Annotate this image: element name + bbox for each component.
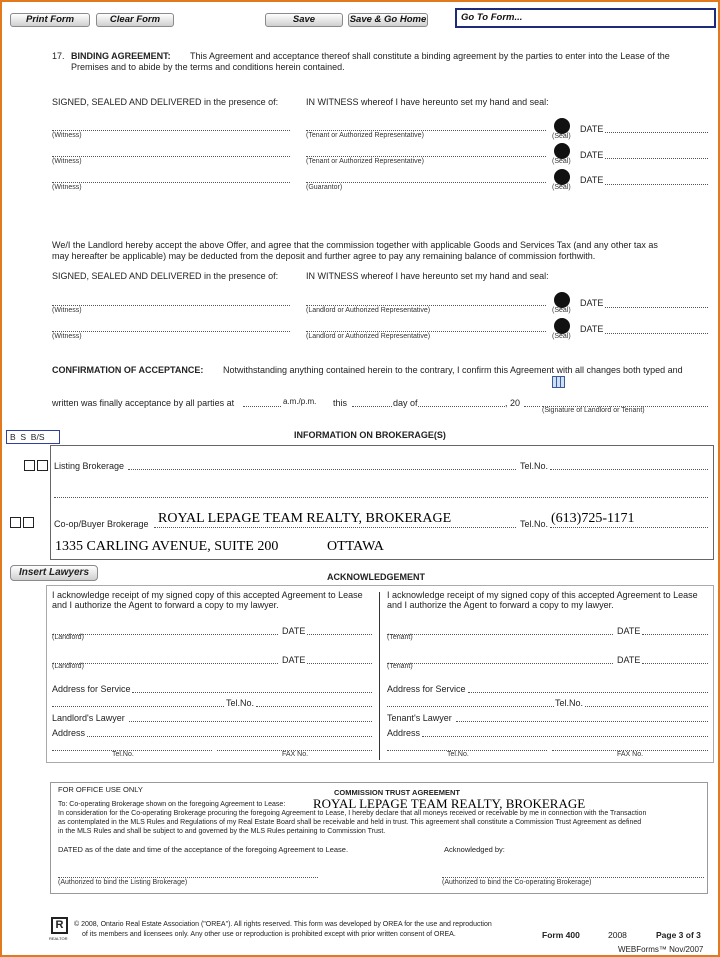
landlord-rep-label-1: (Landlord or Authorized Representative) (306, 307, 431, 314)
seal-label: (Seal) (552, 133, 571, 140)
listing-s-checkbox[interactable] (37, 460, 48, 471)
confirmation-text: Notwithstanding anything contained herein to the contrary, I confirm this Agreement with all changes both typed and (223, 365, 683, 375)
tenant-sign-1[interactable] (387, 634, 613, 635)
tenant-tel-label: Tel.No. (555, 698, 584, 708)
this-label: this (333, 398, 348, 408)
day-field[interactable] (352, 406, 392, 407)
brokerage-heading: INFORMATION ON BROKERAGE(S) (294, 430, 446, 440)
seal-icon (554, 169, 570, 185)
save-button[interactable]: Save (265, 13, 343, 27)
witness-line-3[interactable] (52, 182, 290, 183)
witness-line-2[interactable] (52, 156, 290, 157)
tenants-lawyer-label: Tenant's Lawyer (387, 713, 452, 723)
witness-line-5[interactable] (52, 331, 290, 332)
ampm-label: a.m./p.m. (283, 397, 317, 406)
in-witness-label: IN WITNESS whereof I have hereunto set my hand and seal: (306, 271, 549, 281)
tenant-label-2: (Tenant) (387, 663, 413, 670)
tenant-date-1[interactable] (642, 634, 708, 635)
page-number: Page 3 of 3 (656, 930, 701, 940)
coop-brokerage-label: Co-op/Buyer Brokerage (54, 519, 149, 529)
coop-brokerage-name[interactable]: ROYAL LEPAGE TEAM REALTY, BROKERAGE (158, 511, 452, 526)
date-line-3[interactable] (605, 184, 708, 185)
tenant-sign-line-2[interactable] (306, 156, 546, 157)
witness-line-4[interactable] (52, 305, 290, 306)
witness-label-5: (Witness) (52, 333, 82, 340)
year-field[interactable] (524, 406, 540, 407)
listing-auth-sign-line[interactable] (58, 877, 318, 878)
tenant-label-1: (Tenant) (387, 634, 413, 641)
date-line-5[interactable] (605, 333, 708, 334)
realtor-logo: R (51, 917, 68, 934)
copyright-line-1: © 2008, Ontario Real Estate Association ("OREA"). All rights reserved. This form was developed by OREA for the use and reproduction (74, 921, 492, 928)
tenant-ack-text-2: and I authorize the Agent to forward a copy to my lawyer. (387, 600, 614, 610)
office-use-label: FOR OFFICE USE ONLY (58, 785, 143, 794)
seal-label: (Seal) (552, 333, 571, 340)
listing-b-checkbox[interactable] (24, 460, 35, 471)
date-line-2[interactable] (605, 158, 708, 159)
landlord-accept-text-1: We/I the Landlord hereby accept the above Offer, and agree that the commission together with applicable Goods and Services Tax (and any other tax as (52, 240, 658, 250)
binding-text-1: This Agreement and acceptance thereof shall constitute a binding agreement by the parties to enter into the Lease of the (190, 51, 670, 61)
date-label: DATE (580, 175, 604, 185)
tenant-label-1: (Tenant or Authorized Representative) (306, 132, 424, 139)
date-label: DATE (617, 655, 641, 665)
save-go-home-button[interactable]: Save & Go Home (349, 14, 427, 25)
coop-city[interactable]: OTTAWA (327, 539, 384, 554)
witness-label-1: (Witness) (52, 132, 82, 139)
landlords-lawyer-field[interactable] (129, 721, 372, 722)
landlord-lawyer-tel-label: Tel.No. (112, 751, 134, 758)
listing-auth-label: (Authorized to bind the Listing Brokerage) (58, 879, 188, 886)
confirmation-text-2: written was finally acceptance by all parties at (52, 398, 235, 408)
tenant-label-2: (Tenant or Authorized Representative) (306, 158, 424, 165)
landlord-date-2[interactable] (307, 663, 372, 664)
coop-brokerage-field (154, 527, 516, 528)
time-field[interactable] (243, 406, 281, 407)
landlord-date-1[interactable] (307, 634, 372, 635)
listing-brokerage-field[interactable] (128, 469, 516, 470)
commission-to-value[interactable]: ROYAL LEPAGE TEAM REALTY, BROKERAGE (313, 796, 586, 811)
landlord-tel-field[interactable] (256, 706, 372, 707)
seal-icon (554, 118, 570, 134)
signed-sealed-label: SIGNED, SEALED AND DELIVERED in the presence of: (52, 271, 279, 281)
tenant-lawyer-tel-label: Tel.No. (447, 751, 469, 758)
landlord-sign-2[interactable] (52, 663, 278, 664)
binding-text-2: Premises and to abide by the terms and conditions herein contained. (71, 62, 345, 72)
clear-form-button[interactable]: Clear Form (96, 13, 174, 27)
landlord-ack-text-1: I acknowledge receipt of my signed copy of this accepted Agreement to Lease (52, 590, 363, 600)
landlord-ack-text-2: and I authorize the Agent to forward a copy to my lawyer. (52, 600, 279, 610)
commission-text-3: in the MLS Rules and shall be subject to and governed by the MLS Rules pertaining to Commission Trust. (58, 828, 386, 835)
print-form-button[interactable]: Print Form (10, 13, 90, 27)
landlord-lawyer-fax-label: FAX No. (282, 751, 309, 758)
landlord-rep-label-2: (Landlord or Authorized Representative) (306, 333, 431, 340)
coop-b-checkbox[interactable] (10, 517, 21, 528)
listing-brokerage-label: Listing Brokerage (54, 461, 125, 471)
signature-label: (Signature of Landlord or Tenant) (542, 407, 645, 414)
witness-line-1[interactable] (52, 130, 290, 131)
witness-label-2: (Witness) (52, 158, 82, 165)
seal-label: (Seal) (552, 307, 571, 314)
landlord-accept-text-2: may hereafter be applicable) may be deducted from the deposit and further agree to pay any remaining balance of commission forthwith. (52, 251, 596, 261)
landlord-sign-1[interactable] (52, 634, 278, 635)
guarantor-sign-line[interactable] (306, 182, 546, 183)
tenant-address-service-field-2[interactable] (387, 706, 554, 707)
commission-to-label: To: Co-operating Brokerage shown on the foregoing Agreement to Lease: (58, 801, 286, 808)
tenant-lawyer-fax-label: FAX No. (617, 751, 644, 758)
listing-address-field[interactable] (54, 497, 708, 498)
section-number: 17. (52, 51, 65, 61)
landlord-label-1: (Landlord) (52, 634, 84, 641)
date-label: DATE (282, 655, 306, 665)
date-label: DATE (580, 298, 604, 308)
landlords-lawyer-label: Landlord's Lawyer (52, 713, 125, 723)
date-label: DATE (617, 626, 641, 636)
landlord-sign-line-1[interactable] (306, 305, 546, 306)
landlord-tel-label: Tel.No. (226, 698, 255, 708)
date-label: DATE (580, 150, 604, 160)
landlord-sign-line-2[interactable] (306, 331, 546, 332)
tenant-address-service-label: Address for Service (387, 684, 466, 694)
coop-s-checkbox[interactable] (23, 517, 34, 528)
coop-address[interactable]: 1335 CARLING AVENUE, SUITE 200 (55, 539, 279, 554)
date-line-1[interactable] (605, 132, 708, 133)
landlord-lawyer-address-field[interactable] (87, 736, 372, 737)
landlord-lawyer-address-label: Address (52, 728, 86, 738)
bs-label-box: B S B/S (6, 430, 60, 444)
copyright-line-2: of its members and licensees only. Any other use or reproduction is prohibited except with prior written consent of OREA. (82, 931, 456, 938)
commission-text-2: as contemplated in the MLS Rules and Regulations of my Real Estate Board shall be receivable and held in trust. This agreement shall constitute a Commission Trust Agreement as defined (58, 819, 642, 826)
tenant-date-2[interactable] (642, 663, 708, 664)
witness-label-3: (Witness) (52, 184, 82, 191)
coop-auth-label: (Authorized to bind the Co-operating Brokerage) (442, 879, 592, 886)
signed-sealed-label: SIGNED, SEALED AND DELIVERED in the presence of: (52, 97, 279, 107)
go-to-form-select[interactable]: Go To Form... (455, 8, 716, 28)
webforms-label: WEBForms™ Nov/2007 (618, 945, 704, 954)
landlord-address-service-field[interactable] (132, 692, 372, 693)
guarantor-label: (Guarantor) (306, 184, 343, 191)
date-label: DATE (580, 324, 604, 334)
witness-label-4: (Witness) (52, 307, 82, 314)
tenant-sign-2[interactable] (387, 663, 613, 664)
listing-tel-label: Tel.No. (520, 461, 549, 471)
tenant-ack-text-1: I acknowledge receipt of my signed copy of this accepted Agreement to Lease (387, 590, 698, 600)
date-label: DATE (282, 626, 306, 636)
coop-tel-field (550, 527, 708, 528)
date-label: DATE (580, 124, 604, 134)
insert-lawyers-button[interactable]: Insert Lawyers (10, 565, 98, 581)
seal-icon (554, 292, 570, 308)
month-field[interactable] (418, 406, 505, 407)
coop-tel-value[interactable]: (613)725-1171 (551, 511, 635, 526)
landlord-label-2: (Landlord) (52, 663, 84, 670)
listing-tel-field[interactable] (550, 469, 708, 470)
landlord-address-service-label: Address for Service (52, 684, 131, 694)
in-witness-label: IN WITNESS whereof I have hereunto set my hand and seal: (306, 97, 549, 107)
date-line-4[interactable] (605, 307, 708, 308)
binding-heading: BINDING AGREEMENT: (71, 51, 171, 61)
calendar-icon[interactable] (552, 376, 565, 388)
day-of-label: day of (393, 398, 418, 408)
tenants-lawyer-field[interactable] (456, 721, 708, 722)
confirmation-heading: CONFIRMATION OF ACCEPTANCE: (52, 365, 204, 375)
year-label: , 20 (505, 398, 521, 408)
seal-icon (554, 318, 570, 334)
seal-label: (Seal) (552, 158, 571, 165)
commission-heading: COMMISSION TRUST AGREEMENT (334, 788, 460, 797)
tenant-tel-field[interactable] (585, 706, 708, 707)
tenant-lawyer-address-label: Address (387, 728, 421, 738)
landlord-address-service-field-2[interactable] (52, 706, 224, 707)
form-year: 2008 (608, 930, 627, 940)
commission-dated: DATED as of the date and time of the acceptance of the foregoing Agreement to Lease. (58, 845, 349, 854)
coop-tel-label: Tel.No. (520, 519, 549, 529)
acknowledgement-heading: ACKNOWLEDGEMENT (327, 572, 425, 582)
form-number: Form 400 (542, 930, 580, 940)
seal-label: (Seal) (552, 184, 571, 191)
acknowledgement-divider (379, 592, 380, 760)
realtor-logo-text: REALTOR (49, 936, 68, 941)
tenant-lawyer-address-field[interactable] (422, 736, 708, 737)
tenant-address-service-field[interactable] (468, 692, 708, 693)
tenant-sign-line-1[interactable] (306, 130, 546, 131)
seal-icon (554, 143, 570, 159)
commission-text-1: In consideration for the Co-operating Brokerage procuring the foregoing Agreement to Lease, I hereby declare that all moneys received or receivable by me in connection with the Transaction (58, 810, 647, 817)
commission-acknowledged: Acknowledged by: (444, 845, 505, 854)
coop-auth-sign-line[interactable] (442, 877, 704, 878)
